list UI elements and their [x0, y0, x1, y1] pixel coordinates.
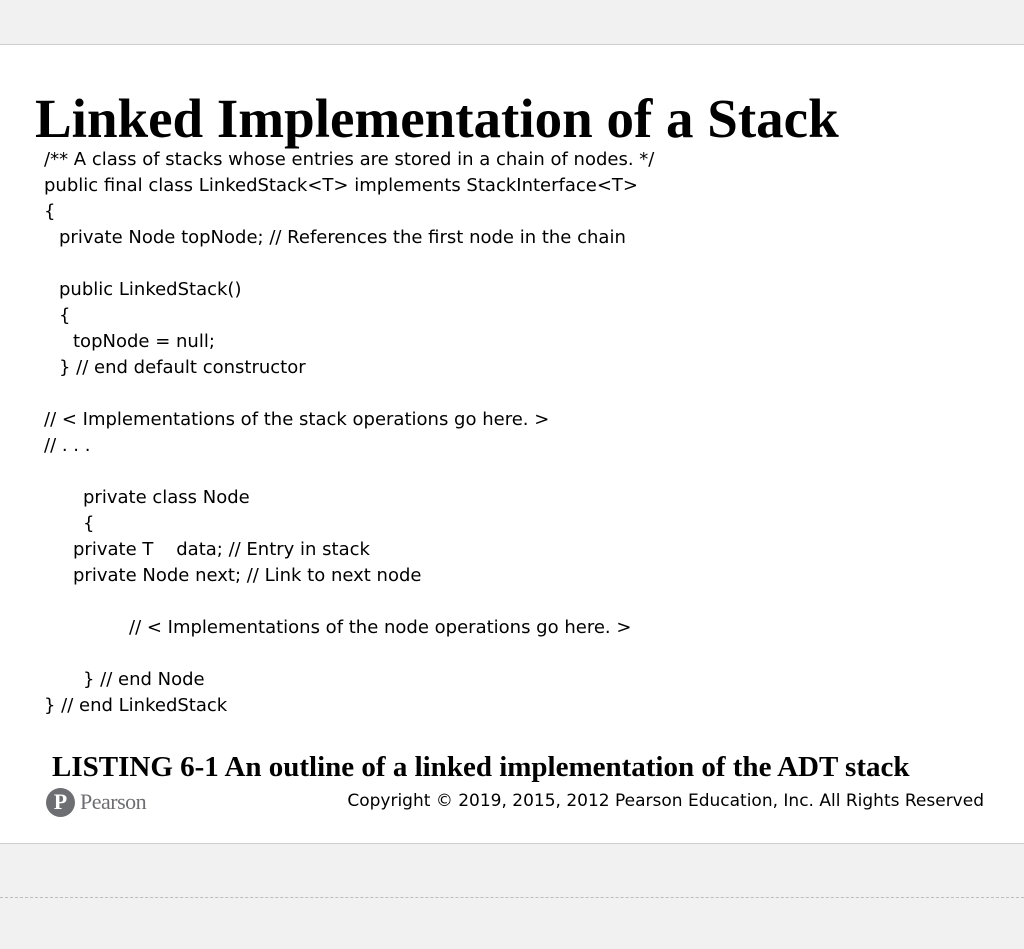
code-line: } // end Node	[83, 669, 205, 690]
page-divider	[0, 897, 1024, 898]
listing-caption: LISTING 6-1 An outline of a linked implementation of the ADT stack	[52, 751, 910, 783]
code-line: {	[83, 513, 95, 534]
code-line: private Node topNode; // References the first node in the chain	[59, 227, 626, 248]
code-line: public LinkedStack()	[59, 279, 242, 300]
code-line: private T data; // Entry in stack	[73, 539, 370, 560]
pearson-name: Pearson	[80, 789, 147, 814]
code-line: } // end default constructor	[59, 357, 306, 378]
pearson-brand	[46, 786, 146, 818]
code-line: // < Implementations of the node operations go here. >	[129, 617, 632, 638]
code-line: } // end LinkedStack	[44, 695, 228, 716]
slide	[0, 44, 1024, 844]
code-line: // < Implementations of the stack operations go here. >	[44, 409, 550, 430]
code-line: /** A class of stacks whose entries are stored in a chain of nodes. */	[44, 149, 655, 170]
code-line: private class Node	[83, 487, 250, 508]
code-line: // . . .	[44, 435, 91, 456]
code-line: public final class LinkedStack<T> implements StackInterface<T>	[44, 175, 639, 196]
code-line: {	[44, 201, 56, 222]
pearson-logo-icon: P	[46, 788, 75, 817]
slide-title: Linked Implementation of a Stack	[35, 88, 839, 149]
copyright-notice: Copyright © 2019, 2015, 2012 Pearson Education, Inc. All Rights Reserved	[347, 791, 984, 811]
code-line: private Node next; // Link to next node	[73, 565, 422, 586]
code-line: {	[59, 305, 71, 326]
code-line: topNode = null;	[73, 331, 215, 352]
